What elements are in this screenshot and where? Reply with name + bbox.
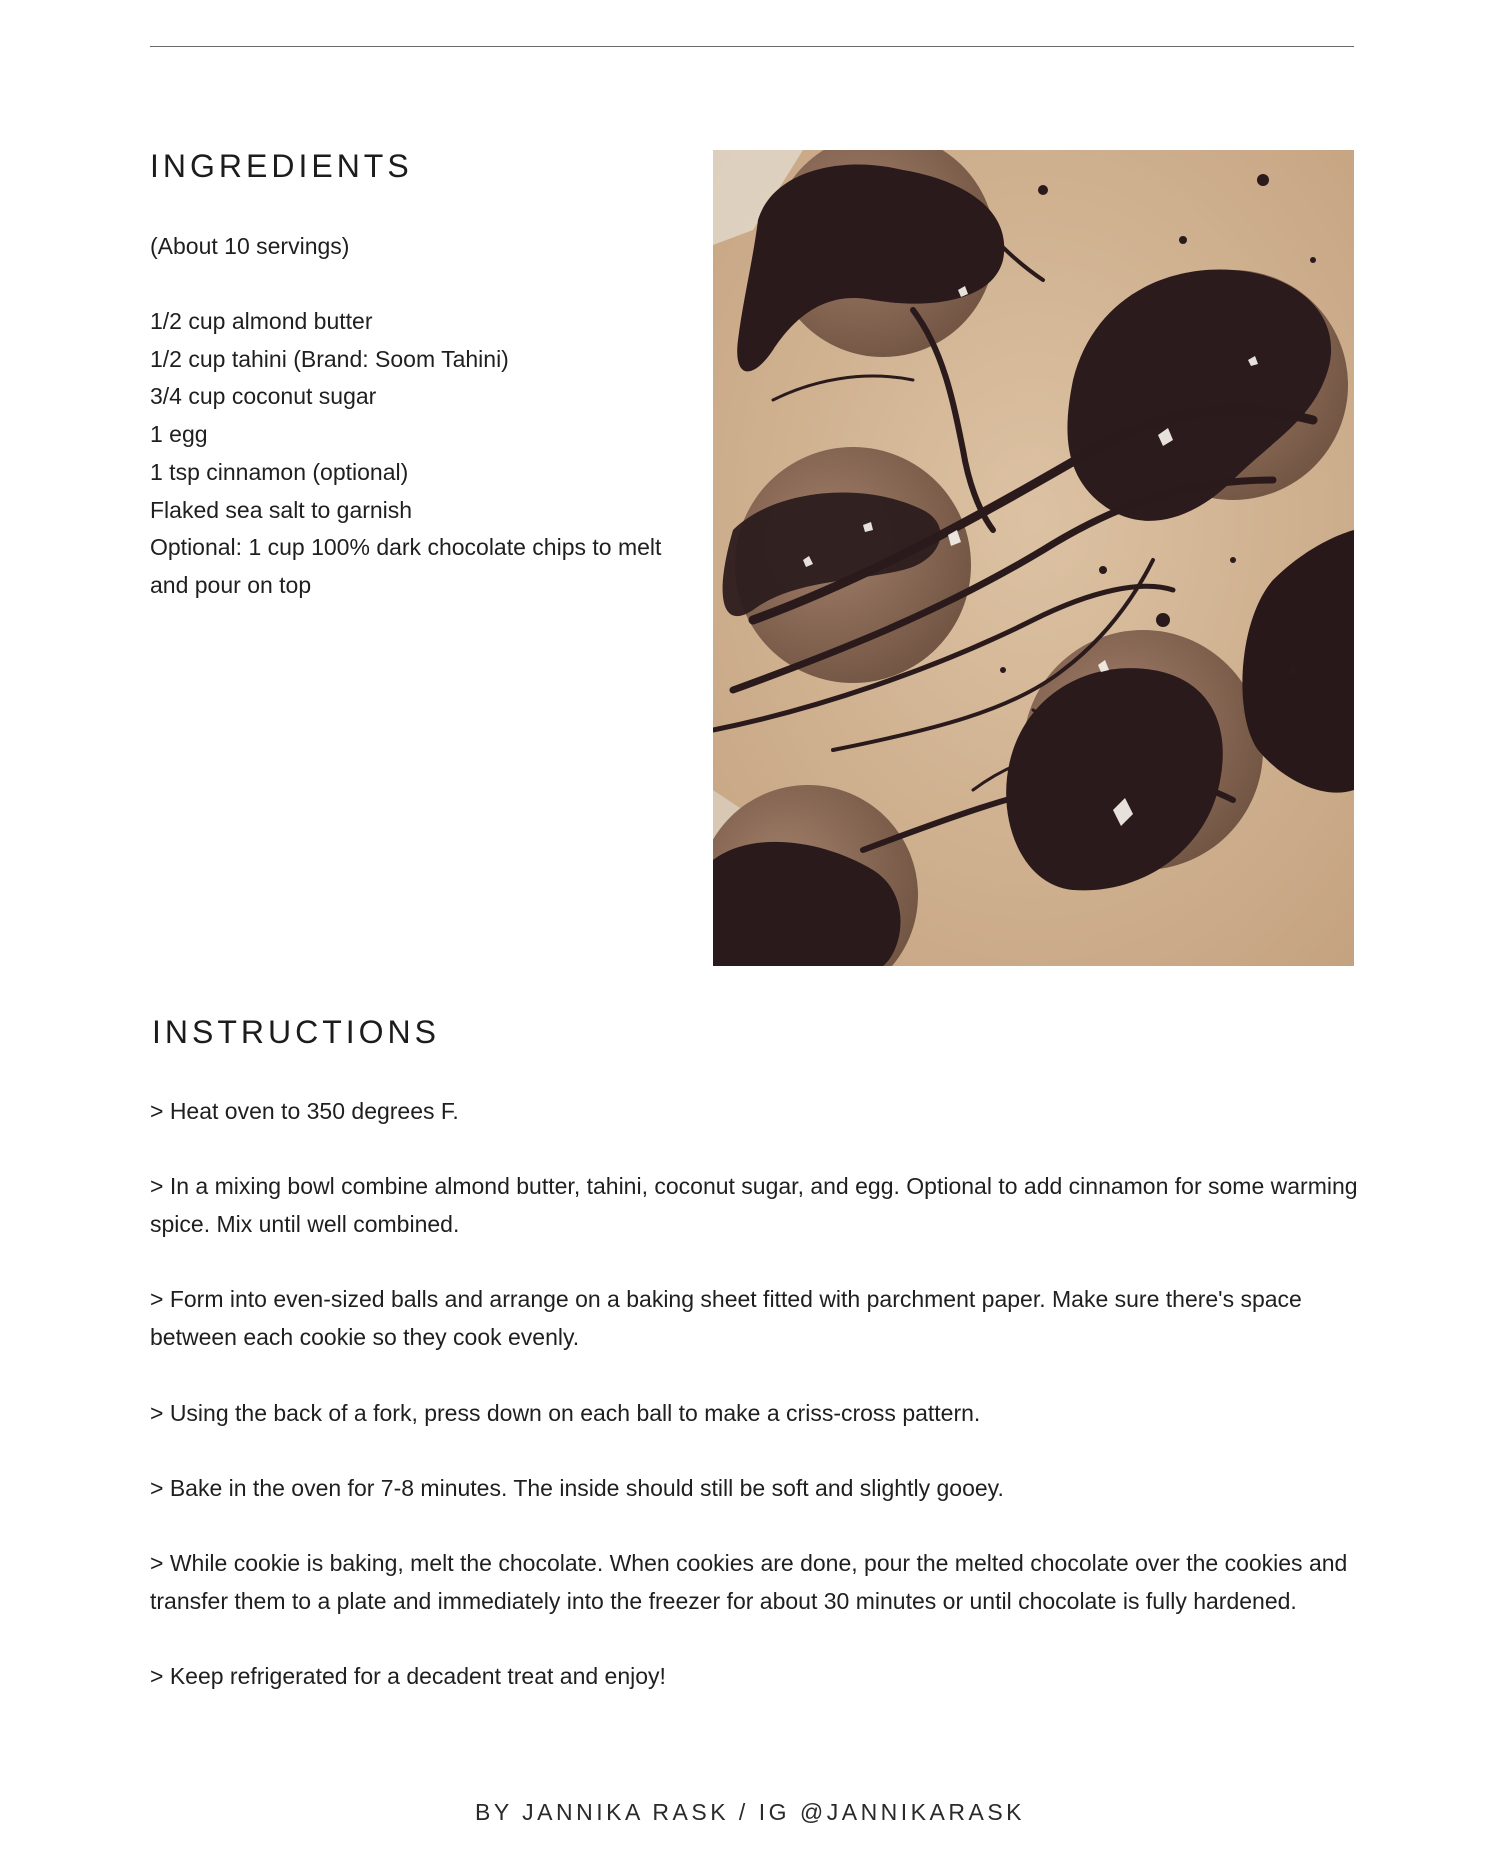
ingredient-item: 1 tsp cinnamon (optional) (150, 458, 409, 485)
ingredient-item: 3/4 cup coconut sugar (150, 383, 377, 410)
ingredient-item: 1 egg (150, 421, 208, 448)
instruction-list (150, 1093, 1365, 1734)
instruction-step: > Heat oven to 350 degrees F. (150, 1098, 459, 1124)
author-credit: BY JANNIKA RASK / IG @JANNIKARASK (475, 1799, 1025, 1825)
servings-note: (About 10 servings) (150, 233, 350, 259)
instruction-step: > In a mixing bowl combine almond butter, tahini, coconut sugar, and egg. Optional to add cinnamon for some warming spice. Mix until well combined. (150, 1173, 1358, 1238)
cookie-photo-illustration (713, 150, 1354, 966)
top-divider (150, 46, 1354, 47)
instruction-step: > While cookie is baking, melt the chocolate. When cookies are done, pour the melted chocolate over the cookies and transfer them to a plate and immediately into the freezer for about 30 minutes or until chocolate is fully hardened. (150, 1550, 1348, 1615)
instruction-step: > Keep refrigerated for a decadent treat and enjoy! (150, 1663, 666, 1690)
ingredient-item: 1/2 cup tahini (Brand: Soom Tahini) (150, 345, 509, 372)
ingredient-list (150, 303, 670, 605)
instruction-step: > Using the back of a fork, press down on each ball to make a criss-cross pattern. (150, 1399, 981, 1426)
ingredient-item: 1/2 cup almond butter (150, 308, 373, 334)
instruction-step: > Form into even-sized balls and arrange on a baking sheet fitted with parchment paper. Make sure there's space between each cookie so they cook evenly. (150, 1286, 1302, 1351)
ingredients-heading: INGREDIENTS (150, 148, 413, 184)
instructions-heading: INSTRUCTIONS (152, 1014, 440, 1050)
ingredient-item: Flaked sea salt to garnish (150, 496, 413, 523)
ingredient-item: Optional: 1 cup 100% dark chocolate chips to melt and pour on top (150, 534, 662, 598)
cookie-photo (713, 150, 1354, 966)
instruction-step: > Bake in the oven for 7-8 minutes. The inside should still be soft and slightly gooey. (150, 1474, 1004, 1501)
